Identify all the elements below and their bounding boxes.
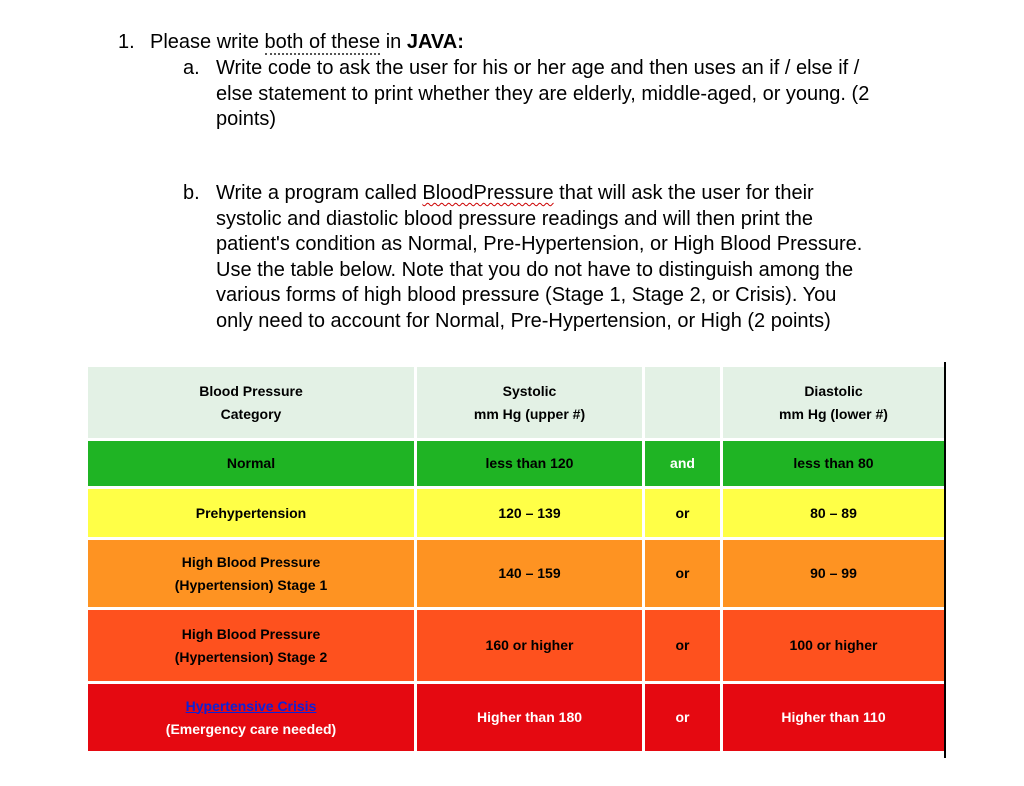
diastolic-cell: Higher than 110	[722, 683, 946, 753]
conjunction-cell: or	[644, 539, 722, 609]
conjunction-cell: or	[644, 609, 722, 683]
category-cell: High Blood Pressure (Hypertension) Stage 2	[87, 609, 416, 683]
conjunction-cell: and	[644, 440, 722, 488]
table-row	[87, 488, 946, 539]
part-b-line: systolic and diastolic blood pressure readings and will then print the	[216, 207, 814, 230]
part-a-text	[216, 56, 869, 133]
part-b-line: patient's condition as Normal, Pre-Hypertension, or High Blood Pressure.	[216, 233, 863, 255]
systolic-cell: less than 120	[416, 440, 644, 488]
category-cell: Prehypertension	[87, 488, 416, 539]
crisis-link[interactable]: Hypertensive Crisis	[185, 697, 317, 714]
category-cell: Hypertensive Crisis (Emergency care needed)	[87, 683, 416, 753]
part-a-label: a.	[183, 57, 200, 79]
diastolic-cell: 90 – 99	[722, 539, 946, 609]
question-number: 1.	[118, 31, 135, 53]
part-b-line: Use the table below. Note that you do not have to distinguish among the	[216, 258, 854, 281]
part-b-line: various forms of high blood pressure (Stage 1, Stage 2, or Crisis). You	[216, 284, 837, 306]
part-a-line: else statement to print whether they are elderly, middle-aged, or young. (2	[216, 82, 870, 105]
part-b-text	[216, 181, 862, 334]
part-b-line: only need to account for Normal, Pre-Hypertension, or High (2 points)	[216, 309, 831, 332]
part-b-line	[216, 181, 862, 207]
diastolic-cell: 100 or higher	[722, 609, 946, 683]
header-systolic: Systolic mm Hg (upper #)	[416, 366, 644, 440]
table-row	[87, 440, 946, 488]
table-row	[87, 539, 946, 609]
question-middle: in	[380, 31, 407, 53]
part-b-line1-suffix: that will ask the user for their	[553, 182, 814, 204]
systolic-cell: 120 – 139	[416, 488, 644, 539]
question-language: JAVA:	[406, 31, 464, 53]
part-b-label: b.	[183, 182, 200, 204]
table-header-row	[87, 366, 946, 440]
conjunction-cell: or	[644, 683, 722, 753]
table-row	[87, 683, 946, 753]
conjunction-cell: or	[644, 488, 722, 539]
question-heading	[118, 30, 464, 54]
header-diastolic: Diastolic mm Hg (lower #)	[722, 366, 946, 440]
part-b-line1-prefix: Write a program called	[216, 182, 423, 204]
category-cell: Normal	[87, 440, 416, 488]
systolic-cell: 140 – 159	[416, 539, 644, 609]
diastolic-cell: less than 80	[722, 440, 946, 488]
table-right-border	[944, 362, 946, 758]
header-category: Blood Pressure Category	[87, 366, 416, 440]
systolic-cell: Higher than 180	[416, 683, 644, 753]
class-name-word: BloodPressure	[422, 182, 554, 204]
systolic-cell: 160 or higher	[416, 609, 644, 683]
header-conjunction	[644, 366, 722, 440]
part-a-line: Write code to ask the user for his or her age and then uses an if / else if /	[216, 57, 860, 79]
question-prefix: Please write	[150, 31, 265, 53]
table-row	[87, 609, 946, 683]
diastolic-cell: 80 – 89	[722, 488, 946, 539]
category-cell: High Blood Pressure (Hypertension) Stage 1	[87, 539, 416, 609]
blood-pressure-table	[85, 364, 947, 754]
part-a-line: points)	[216, 108, 277, 130]
question-underlined-text: both of these	[264, 31, 381, 53]
